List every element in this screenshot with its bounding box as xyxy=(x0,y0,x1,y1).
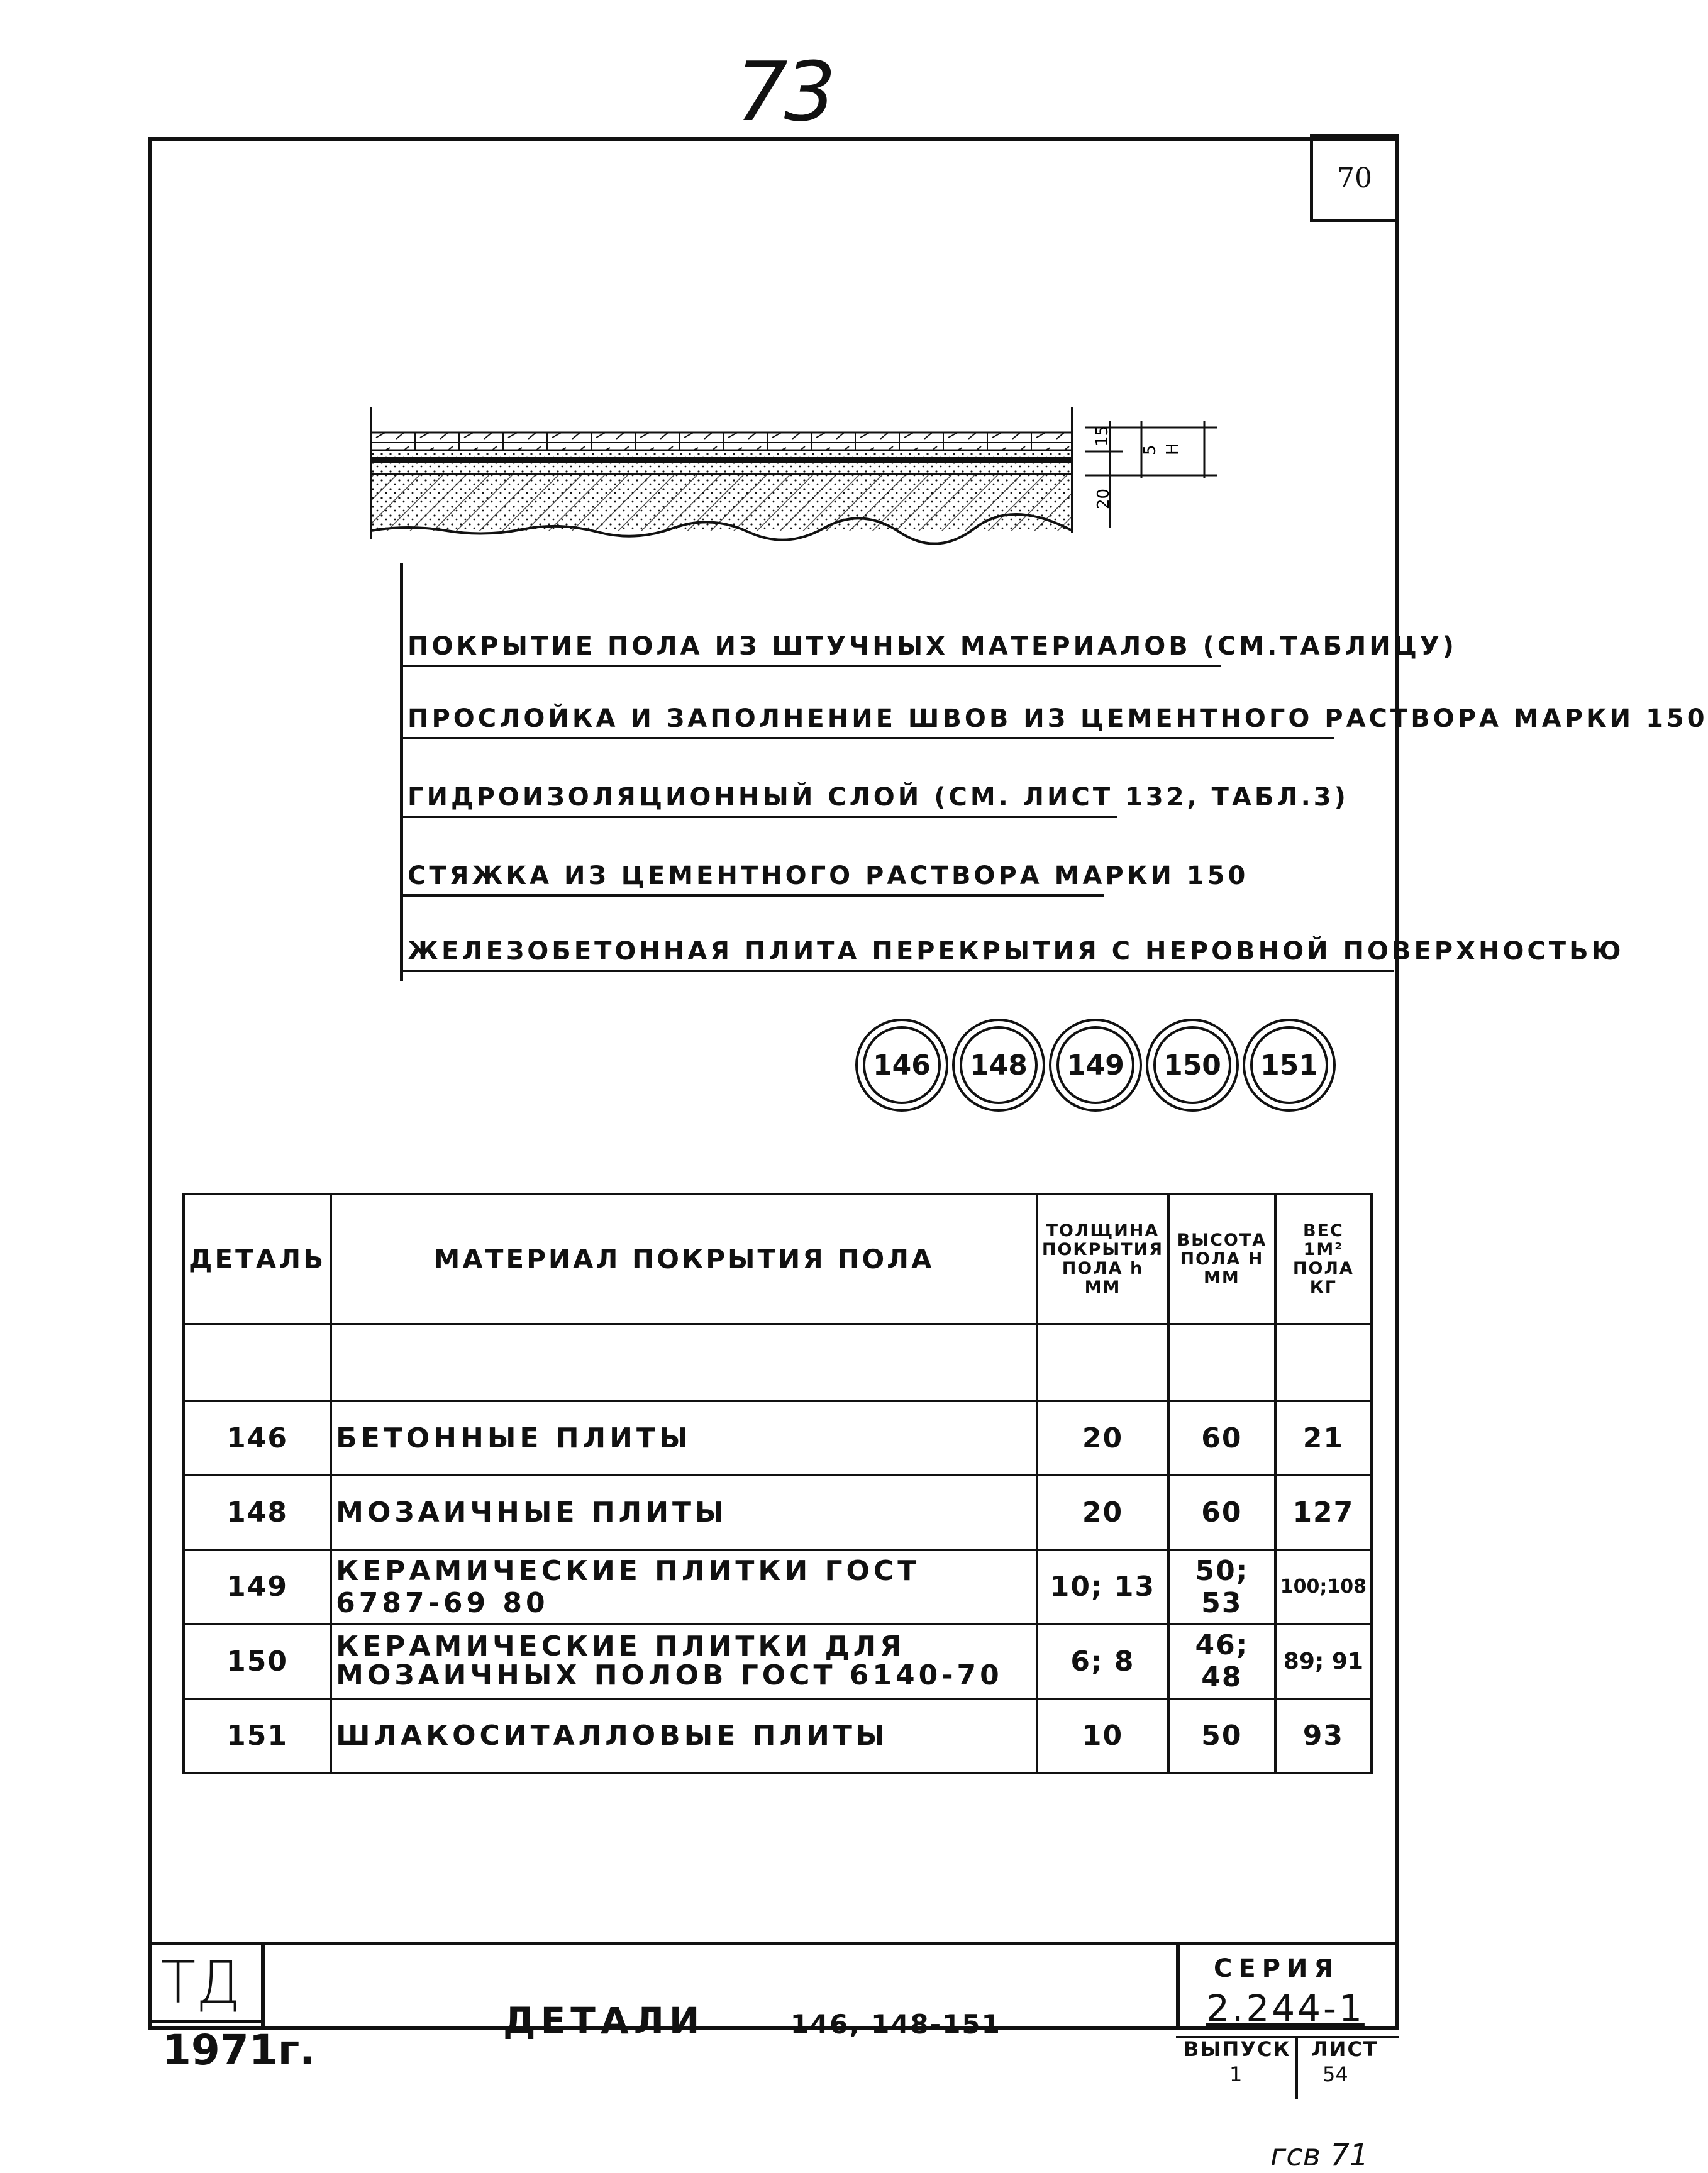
year: 1971г. xyxy=(162,2026,316,2074)
td-mark: ТД xyxy=(160,1949,241,2016)
title-block-divider-right xyxy=(1176,1942,1180,2030)
header-weight: ВЕС 1М² ПОЛА КГ xyxy=(1275,1194,1372,1324)
table-row: 146 БЕТОННЫЕ ПЛИТЫ 20 60 21 xyxy=(184,1401,1372,1475)
detail-circle-148: 148 xyxy=(952,1019,1045,1112)
waterproof-layer xyxy=(371,458,1072,463)
title-block-top-line xyxy=(148,1942,1399,1945)
floor-section-drawing xyxy=(371,407,1079,539)
header-detail: ДЕТАЛЬ xyxy=(184,1194,331,1324)
screed-layer xyxy=(371,463,1072,474)
dim-5: 5 xyxy=(1141,445,1160,455)
detail-circle-151: 151 xyxy=(1243,1019,1336,1112)
header-thickness: ТОЛЩИНА ПОКРЫТИЯ ПОЛА h ММ xyxy=(1037,1194,1168,1324)
table-spacer-row xyxy=(184,1324,1372,1400)
detail-circle-146: 146 xyxy=(855,1019,948,1112)
drawing-title-numbers: 146, 148-151 xyxy=(790,2009,1001,2040)
section-dimensions xyxy=(1085,409,1236,534)
issue-value: 1 xyxy=(1229,2062,1243,2086)
tile-layer xyxy=(371,433,1072,450)
header-height: ВЫСОТА ПОЛА H ММ xyxy=(1168,1194,1275,1324)
signature: гсв 71 xyxy=(1270,2138,1369,2173)
sheet-label: ЛИСТ xyxy=(1311,2037,1378,2061)
sheet-value: 54 xyxy=(1323,2062,1348,2086)
mortar-layer xyxy=(371,450,1072,458)
layer-label-3: ГИДРОИЗОЛЯЦИОННЫЙ СЛОЙ (СМ. ЛИСТ 132, ТАБЛ.3) xyxy=(402,783,1117,818)
dim-15: 15 xyxy=(1093,425,1112,446)
title-block-mark-divider xyxy=(148,2020,261,2023)
page-number: 73 xyxy=(736,44,833,140)
sheet-number: 70 xyxy=(1337,162,1372,194)
dim-h: H xyxy=(1163,443,1182,455)
table-row: 148 МОЗАИЧНЫЕ ПЛИТЫ 20 60 127 xyxy=(184,1475,1372,1549)
issue-label: ВЫПУСК xyxy=(1184,2037,1291,2061)
table-row: 151 ШЛАКОСИТАЛЛОВЫЕ ПЛИТЫ 10 50 93 xyxy=(184,1699,1372,1773)
materials-table xyxy=(182,1193,1373,1774)
title-block-issue-sheet-divider xyxy=(1295,2036,1298,2099)
title-block-divider-left xyxy=(261,1942,265,2030)
layer-leader-line xyxy=(400,563,403,981)
detail-circle-150: 150 xyxy=(1146,1019,1239,1112)
series-value: 2.244-1 xyxy=(1206,1987,1365,2030)
detail-circle-149: 149 xyxy=(1049,1019,1142,1112)
layer-label-5: ЖЕЛЕЗОБЕТОННАЯ ПЛИТА ПЕРЕКРЫТИЯ С НЕРОВНОЙ ПОВЕРХНОСТЬЮ xyxy=(402,937,1394,972)
table-row: 150 КЕРАМИЧЕСКИЕ ПЛИТКИ ДЛЯ МОЗАИЧНЫХ ПОЛОВ ГОСТ 6140-70 6; 8 46; 48 89; 91 xyxy=(184,1624,1372,1698)
drawing-title-text: ДЕТАЛИ xyxy=(503,1999,705,2042)
detail-circles xyxy=(855,1019,1336,1112)
table-row: 149 КЕРАМИЧЕСКИЕ ПЛИТКИ ГОСТ 6787-69 80 10; 13 50; 53 100;108 xyxy=(184,1550,1372,1624)
layer-label-4: СТЯЖКА ИЗ ЦЕМЕНТНОГО РАСТВОРА МАРКИ 150 xyxy=(402,861,1104,897)
layer-label-2: ПРОСЛОЙКА И ЗАПОЛНЕНИЕ ШВОВ ИЗ ЦЕМЕНТНОГО РАСТВОРА МАРКИ 150 xyxy=(402,704,1334,739)
layer-label-1: ПОКРЫТИЕ ПОЛА ИЗ ШТУЧНЫХ МАТЕРИАЛОВ (СМ.ТАБЛИЦУ) xyxy=(402,632,1221,667)
header-material: МАТЕРИАЛ ПОКРЫТИЯ ПОЛА xyxy=(331,1194,1037,1324)
series-label: СЕРИЯ xyxy=(1214,1954,1340,1983)
dim-20: 20 xyxy=(1094,488,1113,509)
drawing-title xyxy=(503,1999,1001,2042)
sheet-number-box xyxy=(1310,134,1399,222)
